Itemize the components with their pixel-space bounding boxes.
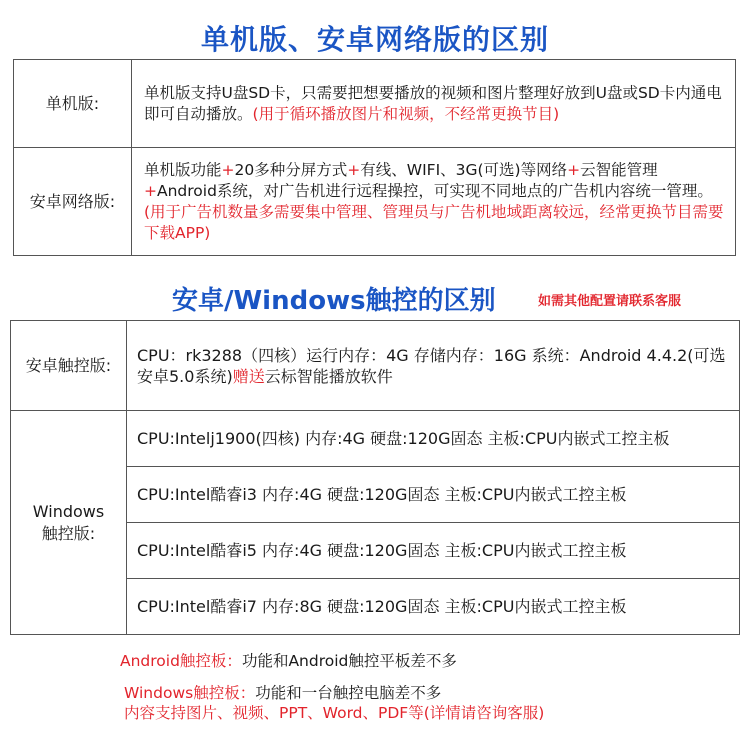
touch-comparison-table	[10, 320, 740, 635]
windows-label-line1: Windows	[32, 501, 105, 521]
version-comparison-table	[13, 59, 736, 256]
gift-label: 赠送	[232, 366, 265, 386]
network-part3: 有线、WIFI、3G(可选)等网络	[360, 160, 568, 179]
table-row	[11, 321, 740, 411]
network-usage-note: (用于广告机数量多需要集中管理、管理员与广告机地域距离较远，经常更换节目需要下载APP)	[144, 202, 724, 242]
android-note-text: 功能和Android触控平板差不多	[241, 652, 457, 670]
windows-config: CPU:Intel酷睿i3 内存:4G 硬盘:120G固态 主板:CPU内嵌式工控主板	[127, 467, 740, 523]
section2-title: 安卓/Windows触控的区别	[172, 286, 496, 316]
content-support-detail: (详情请咨询客服)	[423, 704, 545, 722]
windows-note-text: 功能和一台触控电脑差不多	[255, 684, 442, 702]
windows-config: CPU:Intel酷睿i7 内存:8G 硬盘:120G固态 主板:CPU内嵌式工控主板	[127, 579, 740, 635]
row-label-standalone: 单机版:	[14, 60, 132, 148]
plus-sign: +	[221, 160, 235, 179]
plus-sign: +	[567, 160, 581, 179]
windows-config: CPU:Intel酷睿i5 内存:4G 硬盘:120G固态 主板:CPU内嵌式工控主板	[127, 523, 740, 579]
android-software: 云标智能播放软件	[264, 366, 393, 386]
row-label-android-touch: 安卓触控版:	[11, 321, 127, 411]
windows-touch-note	[124, 682, 750, 704]
android-spec: CPU：rk3288（四核）运行内存：4G 存储内存：16G 系统：Android 4.4.2(可选安卓5.0系统)	[137, 345, 726, 386]
network-part2: 20多种分屏方式	[234, 160, 348, 179]
network-part1: 单机版功能	[144, 160, 222, 179]
section2-header	[0, 280, 750, 320]
row-body-android-network	[132, 148, 736, 256]
standalone-description: 单机版支持U盘SD卡，只需要把想要播放的视频和图片整理好放到U盘或SD卡内通电即可自动播放。	[144, 83, 722, 123]
plus-sign: +	[144, 181, 157, 200]
android-note-label: Android触控板：	[120, 652, 242, 670]
standalone-usage-note: (用于循环播放图片和视频，不经常更换节目)	[252, 104, 560, 123]
section1-title: 单机版、安卓网络版的区别	[200, 23, 549, 56]
network-part4: 云智能管理	[580, 160, 658, 179]
table-row	[11, 411, 740, 467]
windows-config: CPU:Intelj1900(四核) 内存:4G 硬盘:120G固态 主板:CPU内嵌式工控主板	[127, 411, 740, 467]
row-label-windows-touch	[11, 411, 127, 635]
content-support-label: 内容支持图片、视频、PPT、Word、PDF等	[124, 704, 424, 722]
windows-note-label: Windows触控板：	[124, 684, 256, 702]
row-body-android-touch	[127, 321, 740, 411]
table-row	[14, 148, 736, 256]
row-body-standalone	[132, 60, 736, 148]
plus-sign: +	[347, 160, 361, 179]
contact-service-note: 如需其他配置请联系客服	[538, 294, 682, 309]
row-label-android-network: 安卓网络版:	[14, 148, 132, 256]
table-row	[14, 60, 736, 148]
content-support-note	[124, 702, 750, 724]
network-part5: Android系统，对广告机进行远程操控，可实现不同地点的广告机内容统一管理。	[157, 181, 713, 200]
windows-label-line2: 触控版:	[41, 523, 96, 543]
android-touch-note	[120, 650, 750, 672]
